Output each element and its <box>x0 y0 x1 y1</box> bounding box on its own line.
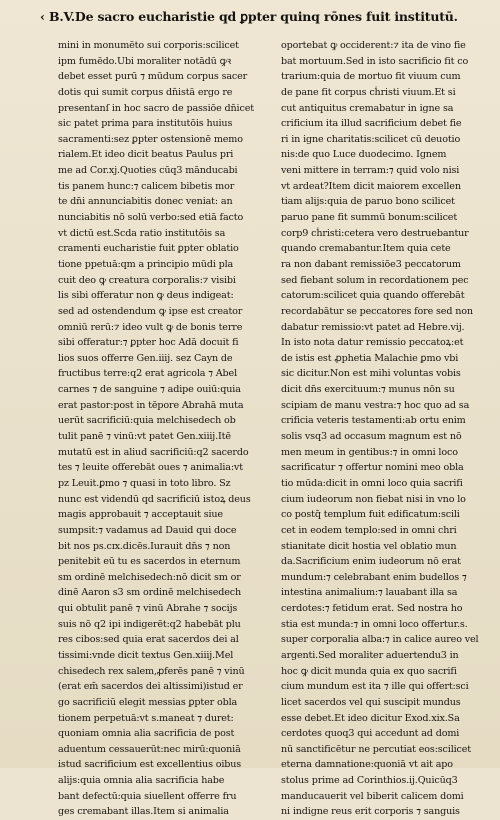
left-column-line: mutatū est in aliud sacrificiū:q2 sacerdo <box>58 446 249 458</box>
left-column-line: bant defectū:quia siuellent offerre fru <box>58 790 237 802</box>
right-column-line: cut antiquitus cremabatur in igne sa <box>281 102 454 114</box>
right-column-line: manducauerit vel biberit calicem domi <box>281 790 464 802</box>
right-column-line: intestina animalium:⁊ lauabant illa sa <box>281 587 458 599</box>
right-column-line: nis:de quo Luce duodecimo. Ignem <box>281 149 447 161</box>
right-column-line: paruo pane fit summū bonum:scilicet <box>281 212 458 224</box>
right-column-line: stianitate dicit hostia vel oblatio mun <box>281 540 457 552</box>
right-column-line: trarium:quia de mortuo fit viuum cum <box>281 71 461 83</box>
right-column-line: catorum:scilicet quia quando offerebāt <box>281 290 465 302</box>
running-header: ‹ B.V.De sacro eucharistie qd ꝑpter quinq rōnes fuit institutū. <box>40 9 458 24</box>
left-column-line: lios suos offerre Gen.iiij. sez Cayn de <box>58 352 233 364</box>
right-column-line: scipiam de manu vestra:⁊ hoc quo ad sa <box>281 399 470 411</box>
right-column-line: recordabātur se peccatores fore sed non <box>281 305 473 317</box>
right-column-line: de istis est ꝓphetia Malachie ꝑmo vbi <box>281 352 459 364</box>
right-column-line: mundum:⁊ celebrabant enim budellos ⁊ <box>281 571 467 583</box>
right-column-line: crificia veteris testamenti:ab ortu enim <box>281 415 466 427</box>
left-column-line: ipm fumēdo.Ubi moraliter notādū ꝙꝛ <box>58 55 232 67</box>
right-column-line: In isto nota datur remissio peccatoꝝ:et <box>281 337 464 349</box>
right-column-line: solis vsq3 ad occasum magnum est nō <box>281 431 462 443</box>
left-column-line: vt dictū est.Scda ratio institutōis sa <box>58 227 226 239</box>
left-column-line: cuit deo ꝙ creatura corporalis:⁊ visibi <box>58 274 236 286</box>
left-column-line: aduentum cessauerūt:nec mirū:quoniā <box>58 743 241 755</box>
left-column-line: magis approbauit ⁊ acceptauit siue <box>58 509 223 521</box>
right-column-line: da.Sacrificium enim iudeorum nō erat <box>281 556 461 568</box>
right-column-line: cium mundum est ita ⁊ ille qui offert:sci <box>281 681 469 693</box>
left-column-line: suis nō q2 ipi indigerēt:q2 habebāt plu <box>58 618 241 630</box>
right-column-line: crificium ita illud sacrificium debet fie <box>281 118 462 130</box>
right-column-line: sacrificatur ⁊ offertur nomini meo obla <box>281 462 464 474</box>
left-column-line: istud sacrificium est excellentius oibus <box>58 759 242 771</box>
left-column-line: carnes ⁊ de sanguine ⁊ adipe ouiū:quia <box>58 384 241 396</box>
right-column-line: sed fiebant solum in recordationem pec <box>281 274 469 286</box>
right-column-line: quando cremabantur.Item quia cete <box>281 243 451 255</box>
left-column-line: qui obtulit panē ⁊ vinū Abrahe ⁊ socijs <box>58 603 238 615</box>
right-column-line: tio mūda:dicit in omni loco quia sacrifi <box>281 477 463 489</box>
left-column-line: ges cremabant illas.Item si animalia <box>58 806 229 818</box>
left-column-line: sed ad ostendendum ꝙ ipse est creator <box>58 305 243 317</box>
right-column-line: dabatur remissio:vt patet ad Hebre.vij. <box>281 321 465 333</box>
right-column-line: cet in eodem templo:sed in omni chri <box>281 524 457 536</box>
right-column-line: oportebat ꝙ occiderent:⁊ ita de vino fie <box>281 40 466 51</box>
left-column-line: cramenti eucharistie fuit ꝑpter oblatio <box>58 243 239 255</box>
right-column-line: cerdotes:⁊ fetidum erat. Sed nostra ho <box>281 603 463 615</box>
left-column-line: tis panem hunc:⁊ calicem bibetis mor <box>58 180 235 192</box>
right-column-line: co postq̄ templum fuit edificatum:scili <box>281 509 460 521</box>
left-column-line: alijs:quia omnia alia sacrificia habe <box>58 775 225 787</box>
left-column-line: sumpsit:⁊ vadamus ad Dauid qui doce <box>58 524 237 536</box>
right-column-line: de pane fit corpus cḣristi viuum.Et si <box>281 86 456 98</box>
left-column-line: tes ⁊ leuite offerebāt oues ⁊ animalia:vt <box>58 462 243 474</box>
left-column-line: dinē Aaron s3 sm ordinē melchisedech <box>58 587 242 599</box>
left-column-line: mini in monumēto sui corporis:scilicet <box>58 40 239 51</box>
left-column-line: omniū rerū:⁊ ideo vult ꝙ de bonis terre <box>58 321 243 333</box>
right-column-line: veni mittere in terram:⁊ quid volo nisi <box>281 165 460 177</box>
right-column-line: licet sacerdos vel qui suscipit mundus <box>281 696 461 708</box>
right-column-line: super corporalia alba:⁊ in calice aureo vel <box>281 634 479 646</box>
right-column-line: ra non dabant remissiōe3 peccatorum <box>281 258 461 270</box>
right-column-line: esse debet.Et ideo dicitur Exod.xix.Sa <box>281 712 460 724</box>
left-column-line: bit nos ps.cɪx.dicēs.Iurauit dn̄s ⁊ non <box>58 540 231 552</box>
left-column-line: nunciabitis nō solū verbo:sed etiā facto <box>58 212 244 224</box>
left-column-line: res cibos:sed quia erat sacerdos dei al <box>58 634 239 646</box>
left-column-line: dotis qui sumit corpus dn̄istā ergo re <box>58 86 233 98</box>
right-column-line: stolus prime ad Corinthios.ij.Quicūq3 <box>281 775 458 787</box>
left-text-column <box>58 38 276 820</box>
right-column-line: stia est munda:⁊ in omni loco offertur.s. <box>281 618 468 630</box>
left-column-line: tissimi:vnde dicit textus Gen.xiiij.Mel <box>58 649 234 661</box>
left-column-line: penitebit eū tu es sacerdos in eternum <box>58 556 241 568</box>
right-column-line: eterna damnatione:quoniā vt ait apo <box>281 759 453 771</box>
right-column-line: tiam alijs:quia de paruo bono scilicet <box>281 196 455 208</box>
left-column-line: fructibus terre:q2 erat agricola ⁊ Abel <box>58 368 237 380</box>
right-column-line: sic dicitur.Non est mihi voluntas vobis <box>281 368 461 380</box>
left-column-line: me ad Cor.xj.Quoties cūq3 mānducabi <box>58 165 238 177</box>
right-column-line: ni indigne reus erit corporis ⁊ sanguis <box>281 806 460 818</box>
left-column-line: rialem.Et ideo dicit beatus Paulus pri <box>58 149 234 161</box>
left-column-line: tulit panē ⁊ vinū:vt patet Gen.xiiij.Itē <box>58 431 231 443</box>
right-column-line: cium iudeorum non fiebat nisi in vno lo <box>281 493 466 505</box>
left-column-line: tionem perpetuā:vt s.maneat ⁊ duret: <box>58 712 234 724</box>
left-column-line: uerūt sacrificiū:quia melchisedech ob <box>58 415 236 427</box>
left-column-line: quoniam omnia alia sacrificia de post <box>58 728 235 740</box>
left-column-line: pz Leuit.ꝑmo ⁊ quasi in toto libro. Sz <box>58 477 231 489</box>
left-column-line: nunc est videndū qd sacrificiū istoꝝ deus <box>58 493 251 505</box>
right-column-line: nū sanctificētur ne percutiat eos:scilicet <box>281 743 471 755</box>
left-column-line: sic patet prima para institutōis huius <box>58 118 233 130</box>
left-column-line: debet esset purū ⁊ mūdum corpus sacer <box>58 71 248 83</box>
left-column-line: tione ppetuā:qm a principio mūdi pla <box>58 258 234 270</box>
right-text-column <box>281 38 499 820</box>
left-column-line: sacramenti:sez ꝑpter ostensionē memo <box>58 133 243 145</box>
left-column-line: presentanſ in hoc sacro de passiōe dn̄icet <box>58 102 254 114</box>
left-column-line: erat pastor:post in tēpore Abrahā muta <box>58 399 244 411</box>
right-column-line: dicit dn̄s exercituum:⁊ munus nōn su <box>281 384 455 396</box>
right-column-line: hoc ꝙ dicit munda quia ex quo sacrifi <box>281 665 457 677</box>
right-column-line: cerdotes quoq3 qui accedunt ad domi <box>281 728 460 740</box>
right-column-line: ri in igne charitatis:scilicet cū deuotio <box>281 133 461 145</box>
left-column-line: sm ordinē melchisedech:nō dicit sm or <box>58 571 241 583</box>
right-column-line: vt ardeat?Item dicit maiorem excellen <box>281 180 461 192</box>
right-column-line: men meum in gentibus:⁊ in omni loco <box>281 446 458 458</box>
right-column-line: bat mortuum.Sed in isto sacrificio fit co <box>281 55 469 67</box>
left-column-line: chisedech rex salem,ꝓferēs panē ⁊ vinū <box>58 665 245 677</box>
left-column-line: sibi offeratur:⁊ ꝑpter hoc Adā docuit fi <box>58 337 239 349</box>
left-column-line: te dn̄i annunciabitis donec veniat: an <box>58 196 233 208</box>
right-column-line: corp9 cḣristi:cetera vero destruebantur <box>281 227 469 239</box>
right-column-line: argenti.Sed moraliter aduertendu3 in <box>281 649 459 661</box>
left-column-line: (erat em̄ sacerdos dei altissimi)istud er <box>58 681 243 693</box>
left-column-line: go sacrificiū elegit messias ꝑpter obla <box>58 696 238 708</box>
left-column-line: lis sibi offeratur non ꝙ deus indigeat: <box>58 290 234 302</box>
